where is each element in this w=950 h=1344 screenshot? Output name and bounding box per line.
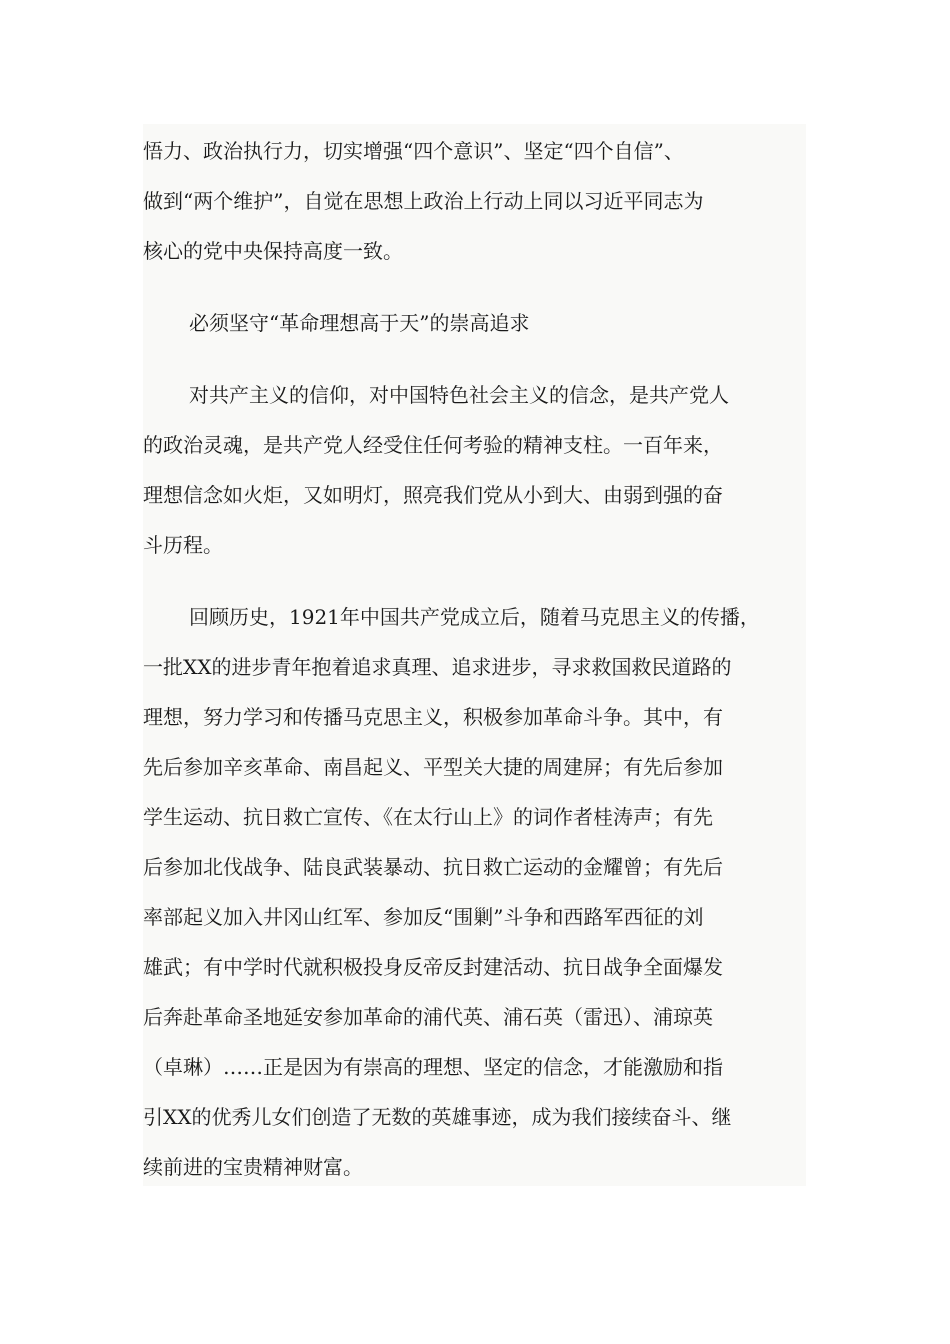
paragraph-line: 对共产主义的信仰，对中国特色社会主义的信念，是共产党人 [189, 383, 729, 407]
paragraph-line: 雄武；有中学时代就积极投身反帝反封建活动、抗日战争全面爆发 [143, 955, 723, 979]
paragraph-line: 核心的党中央保持高度一致。 [143, 239, 403, 263]
paragraph-line: 做到“两个维护”，自觉在思想上政治上行动上同以习近平同志为 [143, 189, 704, 213]
paragraph-line: 悟力、政治执行力，切实增强“四个意识”、坚定“四个自信”、 [143, 139, 684, 163]
paragraph-line: 后奔赴革命圣地延安参加革命的浦代英、浦石英（雷迅）、浦琼英 [143, 1005, 713, 1029]
document-body [143, 124, 806, 1186]
paragraph-line: 先后参加辛亥革命、南昌起义、平型关大捷的周建屏；有先后参加 [143, 755, 723, 779]
paragraph-line: 引XX的优秀儿女们创造了无数的英雄事迹，成为我们接续奋斗、继 [143, 1105, 732, 1129]
paragraph-line: 后参加北伐战争、陆良武装暴动、抗日救亡运动的金耀曾；有先后 [143, 855, 723, 879]
paragraph-line: 斗历程。 [143, 533, 223, 557]
paragraph-line: 学生运动、抗日救亡宣传、《在太行山上》的词作者桂涛声；有先 [143, 805, 713, 829]
section-heading: 必须坚守“革命理想高于天”的崇高追求 [189, 311, 530, 335]
paragraph-line: 一批XX的进步青年抱着追求真理、追求进步，寻求救国救民道路的 [143, 655, 732, 679]
paragraph-line: （卓琳）……正是因为有崇高的理想、坚定的信念，才能激励和指 [143, 1055, 723, 1079]
paragraph-line: 续前进的宝贵精神财富。 [143, 1155, 363, 1179]
paragraph-line: 回顾历史，1921年中国共产党成立后，随着马克思主义的传播， [189, 605, 760, 629]
paragraph-line: 理想信念如火炬，又如明灯，照亮我们党从小到大、由弱到强的奋 [143, 483, 723, 507]
paragraph-line: 理想，努力学习和传播马克思主义，积极参加革命斗争。其中，有 [143, 705, 723, 729]
paragraph-line: 率部起义加入井冈山红军、参加反“围剿”斗争和西路军西征的刘 [143, 905, 704, 929]
paragraph-line: 的政治灵魂，是共产党人经受住任何考验的精神支柱。一百年来， [143, 433, 723, 457]
